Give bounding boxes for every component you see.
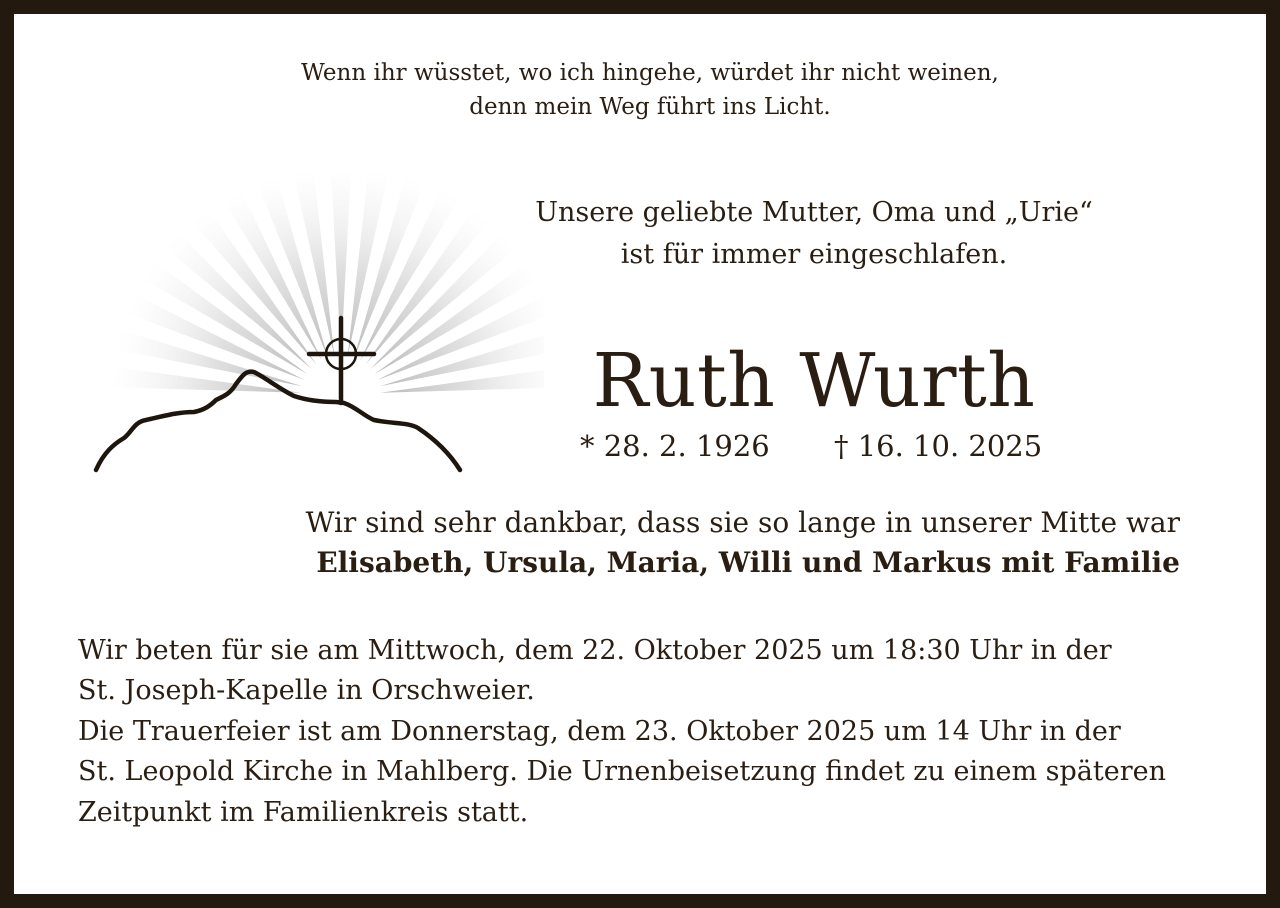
service-line-5: Zeitpunkt im Familienkreis statt. <box>78 797 529 828</box>
service-line-1: Wir beten für sie am Mittwoch, dem 22. Oktober 2025 um 18:30 Uhr in der <box>78 635 1112 666</box>
cross-on-hill-with-sun-rays-icon <box>74 174 544 494</box>
birth-date: * 28. 2. 1926 <box>580 429 770 463</box>
service-line-3: Die Trauerfeier ist am Donnerstag, dem 23. Oktober 2025 um 14 Uhr in der <box>78 716 1121 747</box>
motto-line-1: Wenn ihr wüsstet, wo ich hingehe, würdet ihr nicht weinen, <box>301 60 999 86</box>
intro-line-1: Unsere geliebte Mutter, Oma und „Urie“ <box>535 197 1093 228</box>
thanks-line: Wir sind sehr dankbar, dass sie so lange in unserer Mitte war <box>305 506 1180 539</box>
sun-rays <box>101 174 544 393</box>
deceased-name: Ruth Wurth <box>592 338 1036 424</box>
motto-line-2: denn mein Weg führt ins Licht. <box>469 94 831 120</box>
intro-line-2: ist für immer eingeschlafen. <box>620 239 1008 270</box>
service-line-2: St. Joseph-Kapelle in Orschweier. <box>78 675 535 706</box>
service-line-4: St. Leopold Kirche in Mahlberg. Die Urnenbeisetzung findet zu einem späteren <box>78 756 1167 787</box>
death-date: † 16. 10. 2025 <box>834 429 1043 463</box>
family-signature: Elisabeth, Ursula, Maria, Willi und Markus mit Familie <box>316 546 1180 579</box>
